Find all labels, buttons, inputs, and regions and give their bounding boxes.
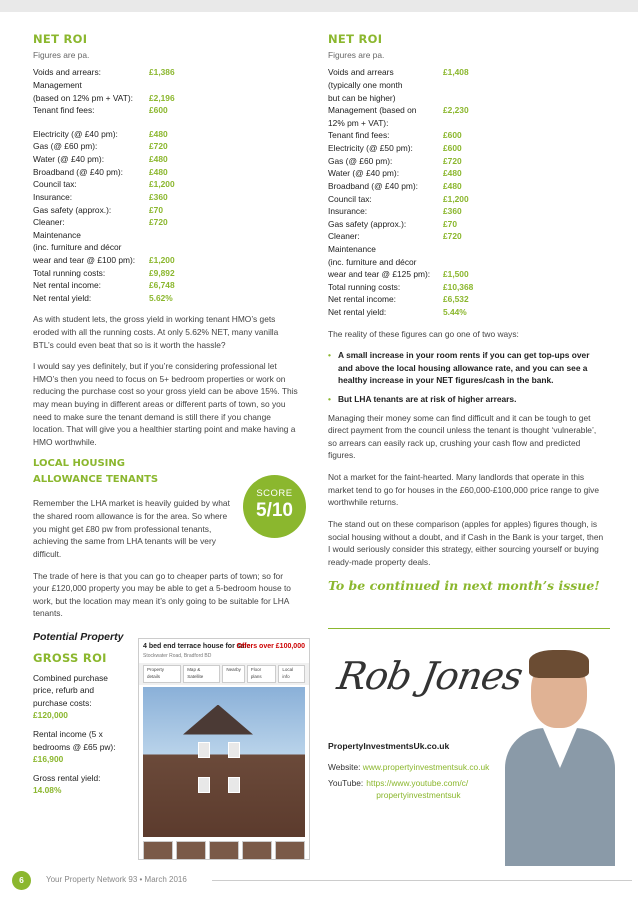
bullet-text: But LHA tenants are at risk of higher arrears. bbox=[338, 394, 517, 405]
bullet-list bbox=[328, 349, 606, 405]
top-bar bbox=[0, 0, 638, 12]
cost-row bbox=[328, 218, 606, 231]
cost-value: £6,748 bbox=[149, 280, 175, 291]
cost-label: Broadband (@ £40 pm): bbox=[33, 166, 123, 177]
bullet-dot-icon: • bbox=[328, 394, 331, 405]
thumbnail bbox=[275, 841, 305, 861]
thumbnail bbox=[176, 841, 206, 861]
cost-value: £720 bbox=[443, 155, 462, 166]
cost-label: Cleaner: bbox=[33, 217, 65, 228]
cost-row bbox=[328, 66, 606, 79]
cost-value: £1,386 bbox=[149, 67, 175, 78]
gross-item bbox=[33, 672, 123, 722]
cost-row bbox=[328, 306, 606, 319]
cost-value: £480 bbox=[443, 168, 462, 179]
bullet-item bbox=[328, 349, 606, 387]
cost-label: (based on 12% pm + VAT): bbox=[33, 92, 134, 103]
cost-label: (inc. furniture and décor bbox=[328, 256, 417, 267]
cost-label: (typically one month bbox=[328, 80, 403, 91]
right-para-3: Not a market for the faint-hearted. Many landlords that operate in this market tend to go for houses in the £60,000-£100,000 price range to give worthwhile returns. bbox=[328, 472, 599, 508]
cost-label: Electricity (@ £40 pm): bbox=[33, 128, 118, 139]
cost-row bbox=[33, 66, 301, 79]
cost-row bbox=[33, 241, 301, 254]
right-column bbox=[328, 33, 606, 596]
gross-value: 14.08% bbox=[33, 785, 62, 796]
right-figures-note: Figures are pa. bbox=[328, 49, 385, 60]
left-net-roi-title: NET ROI bbox=[33, 32, 88, 46]
cost-value: £480 bbox=[149, 154, 168, 165]
bullet-item bbox=[328, 393, 606, 406]
cost-value: £70 bbox=[443, 218, 457, 229]
cost-row bbox=[33, 292, 301, 305]
cost-value: £6,532 bbox=[443, 294, 469, 305]
page-number: 6 bbox=[12, 871, 31, 890]
cost-row bbox=[33, 128, 301, 141]
cost-row bbox=[33, 79, 301, 92]
house-roof bbox=[183, 705, 253, 735]
cost-value: £1,500 bbox=[443, 269, 469, 280]
property-listing-image bbox=[138, 638, 310, 860]
cost-label: Council tax: bbox=[328, 193, 372, 204]
left-para-3: Remember the LHA market is heavily guided by what the shared room allowance is for the area. So where you might get £80 pw from professional tenants, achieving the same from LHA tenants will be very difficult. bbox=[33, 498, 230, 559]
cost-label: Electricity (@ £50 pm): bbox=[328, 143, 413, 154]
cost-label: Gas safety (approx.): bbox=[328, 218, 407, 229]
cost-value: £9,892 bbox=[149, 267, 175, 278]
cost-label: Management (based on bbox=[328, 105, 417, 116]
score-value: 5/10 bbox=[256, 500, 293, 522]
right-para-2: Managing their money some can find difficult and it can be tough to get direct payment from the council unless the tenant is thought ‘vulnerable’, so arrears can easily rack up, crushing your cash flow and predicted figures. bbox=[328, 412, 597, 461]
cost-value: £1,200 bbox=[443, 193, 469, 204]
cost-row bbox=[328, 92, 606, 105]
cost-label: Cleaner: bbox=[328, 231, 360, 242]
cost-label: Maintenance bbox=[33, 229, 81, 240]
cost-value: 5.44% bbox=[443, 306, 467, 317]
cost-label: (inc. furniture and décor bbox=[33, 242, 122, 253]
listing-tab: Nearby bbox=[222, 665, 245, 683]
cost-row bbox=[328, 230, 606, 243]
cost-row bbox=[33, 229, 301, 242]
right-net-roi-title: NET ROI bbox=[328, 32, 383, 46]
cost-value: £360 bbox=[443, 206, 462, 217]
cost-value: £480 bbox=[443, 180, 462, 191]
website-link[interactable]: www.propertyinvestmentsuk.co.uk bbox=[362, 761, 490, 772]
cost-value: £720 bbox=[149, 217, 168, 228]
cost-label: Insurance: bbox=[33, 191, 73, 202]
cost-label: Net rental income: bbox=[328, 294, 396, 305]
gross-label: Rental income (5 x bedrooms @ £65 pw): bbox=[33, 728, 116, 752]
thumbnail bbox=[209, 841, 239, 861]
listing-tab: Floor plans bbox=[247, 665, 277, 683]
cost-label: Maintenance bbox=[328, 243, 376, 254]
gross-value: £16,900 bbox=[33, 754, 64, 765]
author-hair bbox=[529, 650, 589, 678]
site-name: PropertyInvestmentsUk.co.uk bbox=[328, 741, 450, 751]
cost-row bbox=[33, 204, 301, 217]
cost-row bbox=[33, 279, 301, 292]
website-label: Website: bbox=[328, 761, 361, 772]
signature: Rob Jones bbox=[334, 654, 526, 698]
cost-value: 5.62% bbox=[149, 292, 173, 303]
cost-row bbox=[328, 268, 606, 281]
continued-note: To be continued in next month’s issue! bbox=[328, 578, 600, 594]
cost-label: Total running costs: bbox=[33, 267, 106, 278]
cost-label: Voids and arrears: bbox=[33, 67, 101, 78]
cost-row bbox=[33, 254, 301, 267]
score-badge bbox=[243, 475, 306, 538]
potential-property-heading: Potential Property bbox=[33, 630, 124, 643]
cost-label: Broadband (@ £40 pm): bbox=[328, 180, 418, 191]
left-net-roi-table bbox=[33, 66, 301, 304]
cost-row bbox=[33, 191, 301, 204]
cost-label: Gas (@ £60 pm): bbox=[328, 155, 393, 166]
listing-tab: Local info bbox=[278, 665, 305, 683]
cost-label: Net rental yield: bbox=[33, 292, 92, 303]
cost-value: £1,408 bbox=[443, 67, 469, 78]
cost-row bbox=[328, 281, 606, 294]
cost-label: wear and tear @ £100 pm): bbox=[33, 254, 136, 265]
listing-header bbox=[139, 639, 309, 663]
cost-row bbox=[328, 142, 606, 155]
cost-label: 12% pm + VAT): bbox=[328, 117, 389, 128]
cost-value: £480 bbox=[149, 128, 168, 139]
cost-row bbox=[328, 293, 606, 306]
website-line bbox=[328, 761, 508, 774]
cost-label: Net rental income: bbox=[33, 280, 101, 291]
cost-label: Tenant find fees: bbox=[328, 130, 390, 141]
youtube-url-1: https://www.youtube.com/c/ bbox=[366, 777, 469, 788]
left-para-4: The trade of here is that you can go to cheaper parts of town; so for your £120,000 property you may be able to get a 5-bedroom house to work, but the location may mean it’s only going to be suitable for LHA tenants. bbox=[33, 570, 291, 619]
cost-row bbox=[328, 205, 606, 218]
cost-row bbox=[328, 104, 606, 117]
thumbnail bbox=[242, 841, 272, 861]
thumbnail bbox=[143, 841, 173, 861]
gross-item bbox=[33, 728, 123, 766]
gross-value: £120,000 bbox=[33, 710, 68, 721]
left-figures-note: Figures are pa. bbox=[33, 49, 90, 60]
footer-rule bbox=[212, 880, 632, 881]
cost-row bbox=[328, 129, 606, 142]
cost-label: but can be higher) bbox=[328, 92, 396, 103]
cost-value: £360 bbox=[149, 191, 168, 202]
gross-label: Combined purchase price, refurb and purchase costs: bbox=[33, 672, 108, 708]
cost-label: Water (@ £40 pm): bbox=[328, 168, 400, 179]
cost-label: Gas (@ £60 pm): bbox=[33, 141, 98, 152]
cost-row bbox=[33, 216, 301, 229]
cost-value: £70 bbox=[149, 204, 163, 215]
cost-label: Net rental yield: bbox=[328, 306, 387, 317]
bullet-text: A small increase in your room rents if you can get top-ups over and above the local housing allowance rate, and you can see a healthy increase in your NET figures/cash in the bank. bbox=[338, 350, 590, 386]
cost-row bbox=[328, 167, 606, 180]
listing-tab: Map & Satellite bbox=[183, 665, 220, 683]
divider-line bbox=[328, 628, 610, 629]
cost-row bbox=[33, 178, 301, 191]
page-footer bbox=[12, 871, 632, 891]
house-window bbox=[198, 742, 210, 758]
cost-row bbox=[33, 117, 301, 128]
cost-row bbox=[33, 267, 301, 280]
cost-label: wear and tear @ £125 pm): bbox=[328, 269, 431, 280]
cost-row bbox=[328, 256, 606, 269]
listing-tabs bbox=[139, 663, 309, 685]
cost-label: Council tax: bbox=[33, 179, 77, 190]
youtube-url-2: propertyinvestmentsuk bbox=[376, 790, 461, 801]
cost-value: £1,200 bbox=[149, 254, 175, 265]
listing-address: Stockwater Road, Bradford BD bbox=[143, 652, 212, 659]
footer-text: Your Property Network 93 • March 2016 bbox=[46, 875, 187, 884]
cost-label: Gas safety (approx.): bbox=[33, 204, 112, 215]
right-para-4: The stand out on these comparison (apples for apples) figures though, is social housing without a doubt, and if Cash in the Bank is your target, then I would seriously consider this strategy, either sourcing yourself or buying ready-made property deals. bbox=[328, 518, 604, 567]
cost-row bbox=[328, 180, 606, 193]
listing-title: 4 bed end terrace house for sale bbox=[143, 643, 251, 650]
listing-thumbnails bbox=[139, 839, 309, 861]
listing-price: Offers over £100,000 bbox=[236, 643, 305, 650]
cost-label: Management bbox=[33, 80, 82, 91]
contact-block bbox=[328, 740, 508, 802]
listing-tab: Property details bbox=[143, 665, 181, 683]
house-photo bbox=[143, 687, 305, 837]
cost-row bbox=[33, 92, 301, 105]
right-para-1: The reality of these figures can go one of two ways: bbox=[328, 328, 519, 339]
youtube-link[interactable] bbox=[366, 777, 468, 802]
cost-row bbox=[328, 193, 606, 206]
cost-label: Insurance: bbox=[328, 206, 368, 217]
cost-row bbox=[33, 104, 301, 117]
cost-value: £1,200 bbox=[149, 179, 175, 190]
cost-value: £720 bbox=[443, 231, 462, 242]
youtube-label: YouTube: bbox=[328, 777, 364, 788]
cost-label: Voids and arrears bbox=[328, 67, 394, 78]
bullet-dot-icon: • bbox=[328, 350, 331, 361]
cost-value: £10,368 bbox=[443, 281, 474, 292]
cost-value: £600 bbox=[443, 143, 462, 154]
cost-value: £720 bbox=[149, 141, 168, 152]
gross-item bbox=[33, 772, 123, 797]
house-window bbox=[228, 777, 240, 793]
cost-row bbox=[328, 155, 606, 168]
house-window bbox=[228, 742, 240, 758]
house-window bbox=[198, 777, 210, 793]
cost-value: £600 bbox=[443, 130, 462, 141]
gross-roi-title: GROSS ROI bbox=[33, 650, 107, 665]
right-net-roi-table bbox=[328, 66, 606, 318]
cost-label: Tenant find fees: bbox=[33, 105, 95, 116]
lha-title-line-2: ALLOWANCE TENANTS bbox=[33, 474, 159, 486]
cost-label: Water (@ £40 pm): bbox=[33, 154, 105, 165]
gross-label: Gross rental yield: bbox=[33, 772, 101, 783]
cost-row bbox=[328, 243, 606, 256]
cost-row bbox=[33, 140, 301, 153]
cost-label: Total running costs: bbox=[328, 281, 401, 292]
cost-row bbox=[328, 79, 606, 92]
author-photo bbox=[505, 640, 615, 866]
cost-row bbox=[33, 153, 301, 166]
youtube-line bbox=[328, 777, 508, 802]
cost-value: £480 bbox=[149, 166, 168, 177]
cost-value: £2,196 bbox=[149, 92, 175, 103]
cost-value: £2,230 bbox=[443, 105, 469, 116]
cost-row bbox=[33, 166, 301, 179]
cost-value: £600 bbox=[149, 105, 168, 116]
left-para-2: I would say yes definitely, but if you’re considering professional let HMO’s then you need to focus on 5+ bedroom properties or work on reducing the purchase cost so your gross yield can be above 15%. This may mean buying in different areas or different parts of town, so you need to make sure the tenant demand is still there if you change location. That will give you a healthier starting point and make having a HMO worthwhile. bbox=[33, 361, 298, 447]
left-para-1: As with student lets, the gross yield in working tenant HMO’s gets eroded with all the running costs. At only 5.62% NET, many vanilla BTL’s could even beat that so is it worth the hassle? bbox=[33, 314, 279, 350]
score-label: SCORE bbox=[256, 488, 293, 499]
cost-row bbox=[328, 117, 606, 130]
lha-title-line-1: LOCAL HOUSING bbox=[33, 458, 125, 470]
